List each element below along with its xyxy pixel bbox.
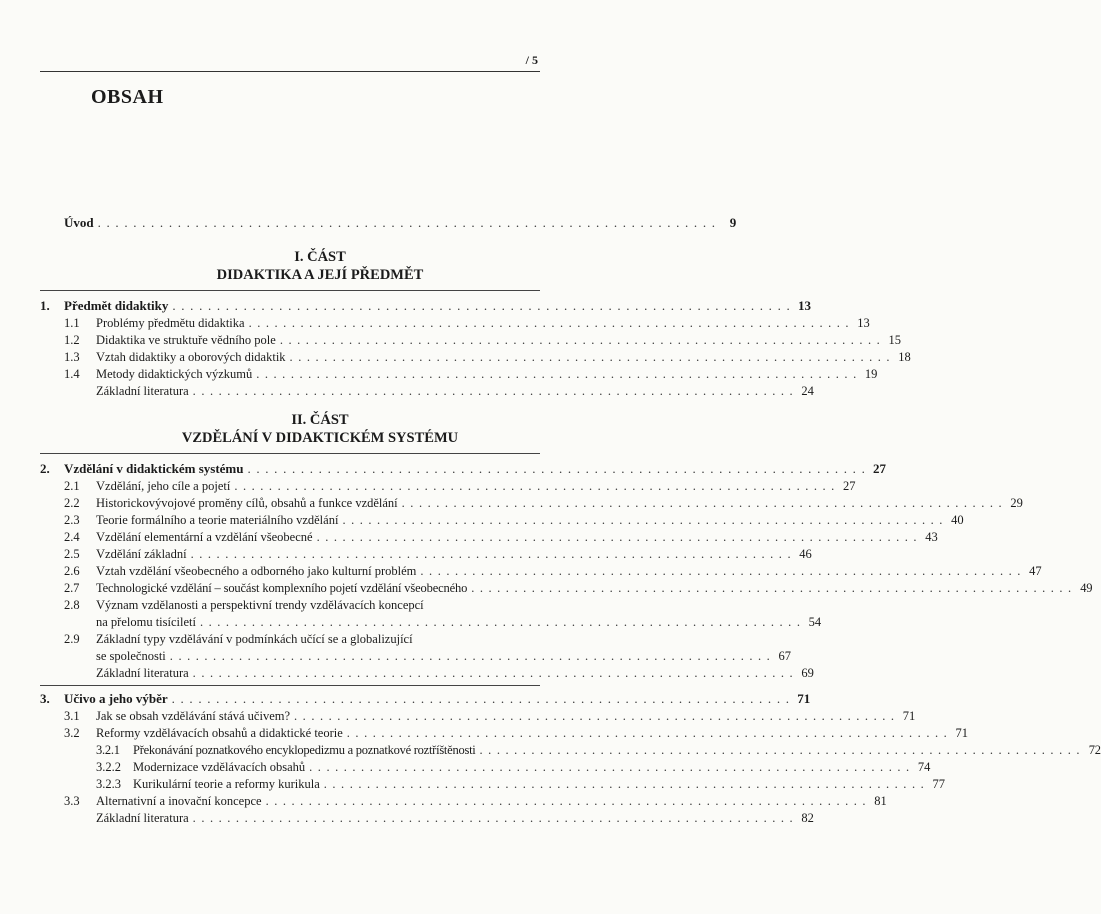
toc-entry-number: 3.2.1 — [96, 743, 120, 757]
section-rule — [40, 453, 540, 454]
dot-leader: . . . . . . . . . . . . . . . . . . . . . . . . . . . . . . . . . . . . . . . . . . . . . . . . . . . . . . . . . . . . . . . . . . . . . . — [479, 743, 1081, 757]
toc-entry-number: 1. — [40, 298, 50, 313]
toc-section-3-3[interactable] — [40, 793, 887, 809]
toc-entry-page: 13 — [857, 316, 870, 330]
toc-entry-number: 2. — [40, 461, 50, 476]
toc-entry-page: 43 — [925, 530, 938, 544]
toc-section-1-2[interactable] — [40, 332, 902, 348]
dot-leader: . . . . . . . . . . . . . . . . . . . . . . . . . . . . . . . . . . . . . . . . . . . . . . . . . . . . . . . . . . . . . . . . . . . . . . — [323, 777, 925, 791]
toc-entry-page: 74 — [917, 760, 931, 774]
toc-entry-text: Úvod — [64, 215, 94, 230]
dot-leader: . . . . . . . . . . . . . . . . . . . . . . . . . . . . . . . . . . . . . . . . . . . . . . . . . . . . . . . . . . . . . . . . . . . . . . — [192, 666, 794, 680]
toc-entry-text: Význam vzdělanosti a perspektivní trendy vzdělávacích koncepcí — [96, 598, 424, 612]
toc-section-3-2-2[interactable] — [40, 759, 931, 775]
toc-entry-page: 71 — [902, 709, 916, 723]
toc-entry-text: Modernizace vzdělávacích obsahů — [133, 760, 306, 774]
toc-entry-number: 3.1 — [64, 709, 80, 723]
toc-chapter-3[interactable] — [40, 691, 811, 707]
toc-entry-page: 40 — [951, 513, 964, 527]
dot-leader: . . . . . . . . . . . . . . . . . . . . . . . . . . . . . . . . . . . . . . . . . . . . . . . . . . . . . . . . . . . . . . . . . . . . . . — [234, 479, 836, 493]
toc-entry-page: 82 — [801, 811, 814, 825]
toc-entry-number: 2.3 — [64, 513, 80, 527]
toc-section-2-4[interactable] — [40, 529, 938, 545]
dot-leader: . . . . . . . . . . . . . . . . . . . . . . . . . . . . . . . . . . . . . . . . . . . . . . . . . . . . . . . . . . . . . . . . . . . . . . — [97, 215, 717, 230]
toc-section-2-8[interactable] — [40, 597, 540, 613]
toc-literature-2[interactable] — [40, 665, 814, 681]
section-rule — [40, 290, 540, 291]
toc-literature-3[interactable] — [40, 810, 814, 826]
toc-entry-text: Historickovývojové proměny cílů, obsahů a funkce vzdělání — [96, 496, 398, 510]
dot-leader: . . . . . . . . . . . . . . . . . . . . . . . . . . . . . . . . . . . . . . . . . . . . . . . . . . . . . . . . . . . . . . . . . . . . . . — [171, 691, 791, 706]
part-heading-2 — [40, 411, 600, 447]
toc-section-2-9[interactable] — [40, 631, 540, 647]
toc-entry-number: 1.2 — [64, 333, 80, 347]
dot-leader: . . . . . . . . . . . . . . . . . . . . . . . . . . . . . . . . . . . . . . . . . . . . . . . . . . . . . . . . . . . . . . . . . . . . . . — [420, 564, 1022, 578]
toc-entry-page: 67 — [778, 649, 791, 663]
toc-section-3-2[interactable] — [40, 725, 968, 741]
toc-section-3-2-3[interactable] — [40, 776, 945, 792]
toc-entry-number: 3.2 — [64, 726, 80, 740]
toc-entry-number: 3.2.2 — [96, 760, 121, 774]
toc-entry-page: 46 — [799, 547, 812, 561]
dot-leader: . . . . . . . . . . . . . . . . . . . . . . . . . . . . . . . . . . . . . . . . . . . . . . . . . . . . . . . . . . . . . . . . . . . . . . — [346, 726, 948, 740]
toc-entry-text: Vzdělání v didaktickém systému — [64, 461, 244, 476]
toc-entry-number: 2.6 — [64, 564, 80, 578]
toc-entry-page: 71 — [797, 691, 811, 706]
toc-section-1-1[interactable] — [40, 315, 870, 331]
toc-entry-number: 2.9 — [64, 632, 80, 646]
toc-entry-page: 29 — [1010, 496, 1023, 510]
dot-leader: . . . . . . . . . . . . . . . . . . . . . . . . . . . . . . . . . . . . . . . . . . . . . . . . . . . . . . . . . . . . . . . . . . . . . . — [316, 530, 918, 544]
toc-section-2-3[interactable] — [40, 512, 964, 528]
header-rule — [40, 71, 540, 72]
toc-entry-number: 1.1 — [64, 316, 80, 330]
toc-entry-page: 9 — [729, 215, 737, 230]
dot-leader: . . . . . . . . . . . . . . . . . . . . . . . . . . . . . . . . . . . . . . . . . . . . . . . . . . . . . . . . . . . . . . . . . . . . . . — [289, 350, 891, 364]
toc-entry-page: 18 — [898, 350, 911, 364]
toc-entry-number: 3.3 — [64, 794, 80, 808]
toc-entry-text: Předmět didaktiky — [64, 298, 169, 313]
part-label: II. ČÁST — [291, 412, 349, 428]
toc-entry-page: 77 — [932, 777, 945, 791]
dot-leader: . . . . . . . . . . . . . . . . . . . . . . . . . . . . . . . . . . . . . . . . . . . . . . . . . . . . . . . . . . . . . . . . . . . . . . — [309, 760, 911, 774]
toc-entry-number: 1.4 — [64, 367, 80, 381]
toc-entry-number: 2.5 — [64, 547, 80, 561]
toc-entry-intro[interactable] — [40, 215, 737, 231]
dot-leader: . . . . . . . . . . . . . . . . . . . . . . . . . . . . . . . . . . . . . . . . . . . . . . . . . . . . . . . . . . . . . . . . . . . . . . — [190, 547, 792, 561]
dot-leader: . . . . . . . . . . . . . . . . . . . . . . . . . . . . . . . . . . . . . . . . . . . . . . . . . . . . . . . . . . . . . . . . . . . . . . — [256, 367, 858, 381]
toc-entry-text: na přelomu tisíciletí — [96, 615, 196, 629]
toc-entry-text: Vzdělání, jeho cíle a pojetí — [96, 479, 231, 493]
page-title: OBSAH — [91, 86, 164, 108]
toc-entry-page: 47 — [1029, 564, 1042, 578]
toc-entry-page: 24 — [801, 384, 814, 398]
dot-leader: . . . . . . . . . . . . . . . . . . . . . . . . . . . . . . . . . . . . . . . . . . . . . . . . . . . . . . . . . . . . . . . . . . . . . . — [294, 709, 896, 723]
dot-leader: . . . . . . . . . . . . . . . . . . . . . . . . . . . . . . . . . . . . . . . . . . . . . . . . . . . . . . . . . . . . . . . . . . . . . . — [169, 649, 771, 663]
toc-entry-text: Překonávání poznatkového encyklopedizmu a poznatkové roztříštěnosti — [133, 743, 476, 757]
part-label: I. ČÁST — [294, 249, 346, 265]
toc-entry-text: Základní typy vzdělávání v podmínkách učící se a globalizující — [96, 632, 413, 646]
toc-entry-text: Vzdělání základní — [96, 547, 187, 561]
toc-entry-page: 69 — [801, 666, 814, 680]
toc-entry-text: Reformy vzdělávacích obsahů a didaktické teorie — [96, 726, 343, 740]
toc-entry-text: Kurikulární teorie a reformy kurikula — [133, 777, 320, 791]
part-title: VZDĚLÁNÍ V DIDAKTICKÉM SYSTÉMU — [181, 430, 459, 446]
toc-section-2-5[interactable] — [40, 546, 812, 562]
toc-entry-text: Technologické vzdělání – součást komplexního pojetí vzdělání všeobecného — [96, 581, 468, 595]
toc-section-3-1[interactable] — [40, 708, 916, 724]
toc-entry-text: Metody didaktických výzkumů — [96, 367, 253, 381]
page-number: / 5 — [525, 53, 538, 67]
toc-entry-page: 54 — [808, 615, 822, 629]
toc-entry-number: 2.7 — [64, 581, 80, 595]
toc-entry-text: Vzdělání elementární a vzdělání všeobecné — [96, 530, 313, 544]
toc-entry-page: 49 — [1080, 581, 1093, 595]
toc-entry-number: 3. — [40, 691, 50, 706]
dot-leader: . . . . . . . . . . . . . . . . . . . . . . . . . . . . . . . . . . . . . . . . . . . . . . . . . . . . . . . . . . . . . . . . . . . . . . — [247, 461, 867, 476]
toc-entry-text: Problémy předmětu didaktika — [96, 316, 245, 330]
toc-entry-number: 2.8 — [64, 598, 80, 612]
toc-entry-page: 19 — [864, 367, 878, 381]
toc-entry-text: Základní literatura — [96, 666, 189, 680]
dot-leader: . . . . . . . . . . . . . . . . . . . . . . . . . . . . . . . . . . . . . . . . . . . . . . . . . . . . . . . . . . . . . . . . . . . . . . — [172, 298, 791, 313]
toc-entry-text: Vztah vzdělání všeobecného a odborného jako kulturní problém — [96, 564, 417, 578]
toc-entry-number: 2.2 — [64, 496, 80, 510]
toc-chapter-2[interactable] — [40, 461, 887, 477]
dot-leader: . . . . . . . . . . . . . . . . . . . . . . . . . . . . . . . . . . . . . . . . . . . . . . . . . . . . . . . . . . . . . . . . . . . . . . — [192, 811, 794, 825]
dot-leader: . . . . . . . . . . . . . . . . . . . . . . . . . . . . . . . . . . . . . . . . . . . . . . . . . . . . . . . . . . . . . . . . . . . . . . — [248, 316, 850, 330]
toc-entry-page: 81 — [874, 794, 887, 808]
toc-section-2-6[interactable] — [40, 563, 1042, 579]
toc-entry-text: Základní literatura — [96, 384, 189, 398]
toc-entry-page: 13 — [797, 298, 811, 313]
toc-section-1-4[interactable] — [40, 366, 878, 382]
toc-entry-text: se společnosti — [96, 649, 166, 663]
toc-section-2-1[interactable] — [40, 478, 856, 494]
toc-entry-page: 27 — [843, 479, 856, 493]
dot-leader: . . . . . . . . . . . . . . . . . . . . . . . . . . . . . . . . . . . . . . . . . . . . . . . . . . . . . . . . . . . . . . . . . . . . . . — [279, 333, 882, 347]
toc-section-3-2-1[interactable] — [40, 742, 1101, 758]
dot-leader: . . . . . . . . . . . . . . . . . . . . . . . . . . . . . . . . . . . . . . . . . . . . . . . . . . . . . . . . . . . . . . . . . . . . . . — [342, 513, 944, 527]
part-title: DIDAKTIKA A JEJÍ PŘEDMĚT — [216, 267, 424, 283]
toc-entry-text: Alternativní a inovační koncepce — [96, 794, 262, 808]
toc-entry-page: 71 — [955, 726, 968, 740]
toc-chapter-1[interactable] — [40, 298, 811, 314]
toc-entry-page: 27 — [873, 461, 887, 476]
toc-literature-1[interactable] — [40, 383, 814, 399]
dot-leader: . . . . . . . . . . . . . . . . . . . . . . . . . . . . . . . . . . . . . . . . . . . . . . . . . . . . . . . . . . . . . . . . . . . . . . — [401, 496, 1003, 510]
toc-entry-page: 15 — [888, 333, 902, 347]
dot-leader: . . . . . . . . . . . . . . . . . . . . . . . . . . . . . . . . . . . . . . . . . . . . . . . . . . . . . . . . . . . . . . . . . . . . . . — [199, 615, 802, 629]
toc-entry-text: Didaktika ve struktuře vědního pole — [96, 333, 276, 347]
toc-entry-number: 1.3 — [64, 350, 80, 364]
toc-section-2-8-cont[interactable] — [40, 614, 822, 630]
dot-leader: . . . . . . . . . . . . . . . . . . . . . . . . . . . . . . . . . . . . . . . . . . . . . . . . . . . . . . . . . . . . . . . . . . . . . . — [471, 581, 1073, 595]
toc-entry-text: Jak se obsah vzdělávání stává učivem? — [96, 709, 291, 723]
toc-entry-number: 2.1 — [64, 479, 80, 493]
toc-section-2-9-cont[interactable] — [40, 648, 791, 664]
dot-leader: . . . . . . . . . . . . . . . . . . . . . . . . . . . . . . . . . . . . . . . . . . . . . . . . . . . . . . . . . . . . . . . . . . . . . . — [192, 384, 794, 398]
toc-entry-text: Učivo a jeho výběr — [64, 691, 168, 706]
part-heading-1 — [40, 248, 600, 284]
section-rule — [40, 685, 540, 686]
toc-entry-text: Základní literatura — [96, 811, 189, 825]
toc-section-2-2[interactable] — [40, 495, 1023, 511]
toc-entry-text: Teorie formálního a teorie materiálního vzdělání — [96, 513, 339, 527]
dot-leader: . . . . . . . . . . . . . . . . . . . . . . . . . . . . . . . . . . . . . . . . . . . . . . . . . . . . . . . . . . . . . . . . . . . . . . — [265, 794, 867, 808]
toc-entry-number: 2.4 — [64, 530, 80, 544]
toc-entry-number: 3.2.3 — [96, 777, 121, 791]
toc-section-1-3[interactable] — [40, 349, 911, 365]
toc-entry-text: Vztah didaktiky a oborových didaktik — [96, 350, 286, 364]
toc-entry-page: 72 — [1088, 743, 1101, 757]
toc-section-2-7[interactable] — [40, 580, 1093, 596]
